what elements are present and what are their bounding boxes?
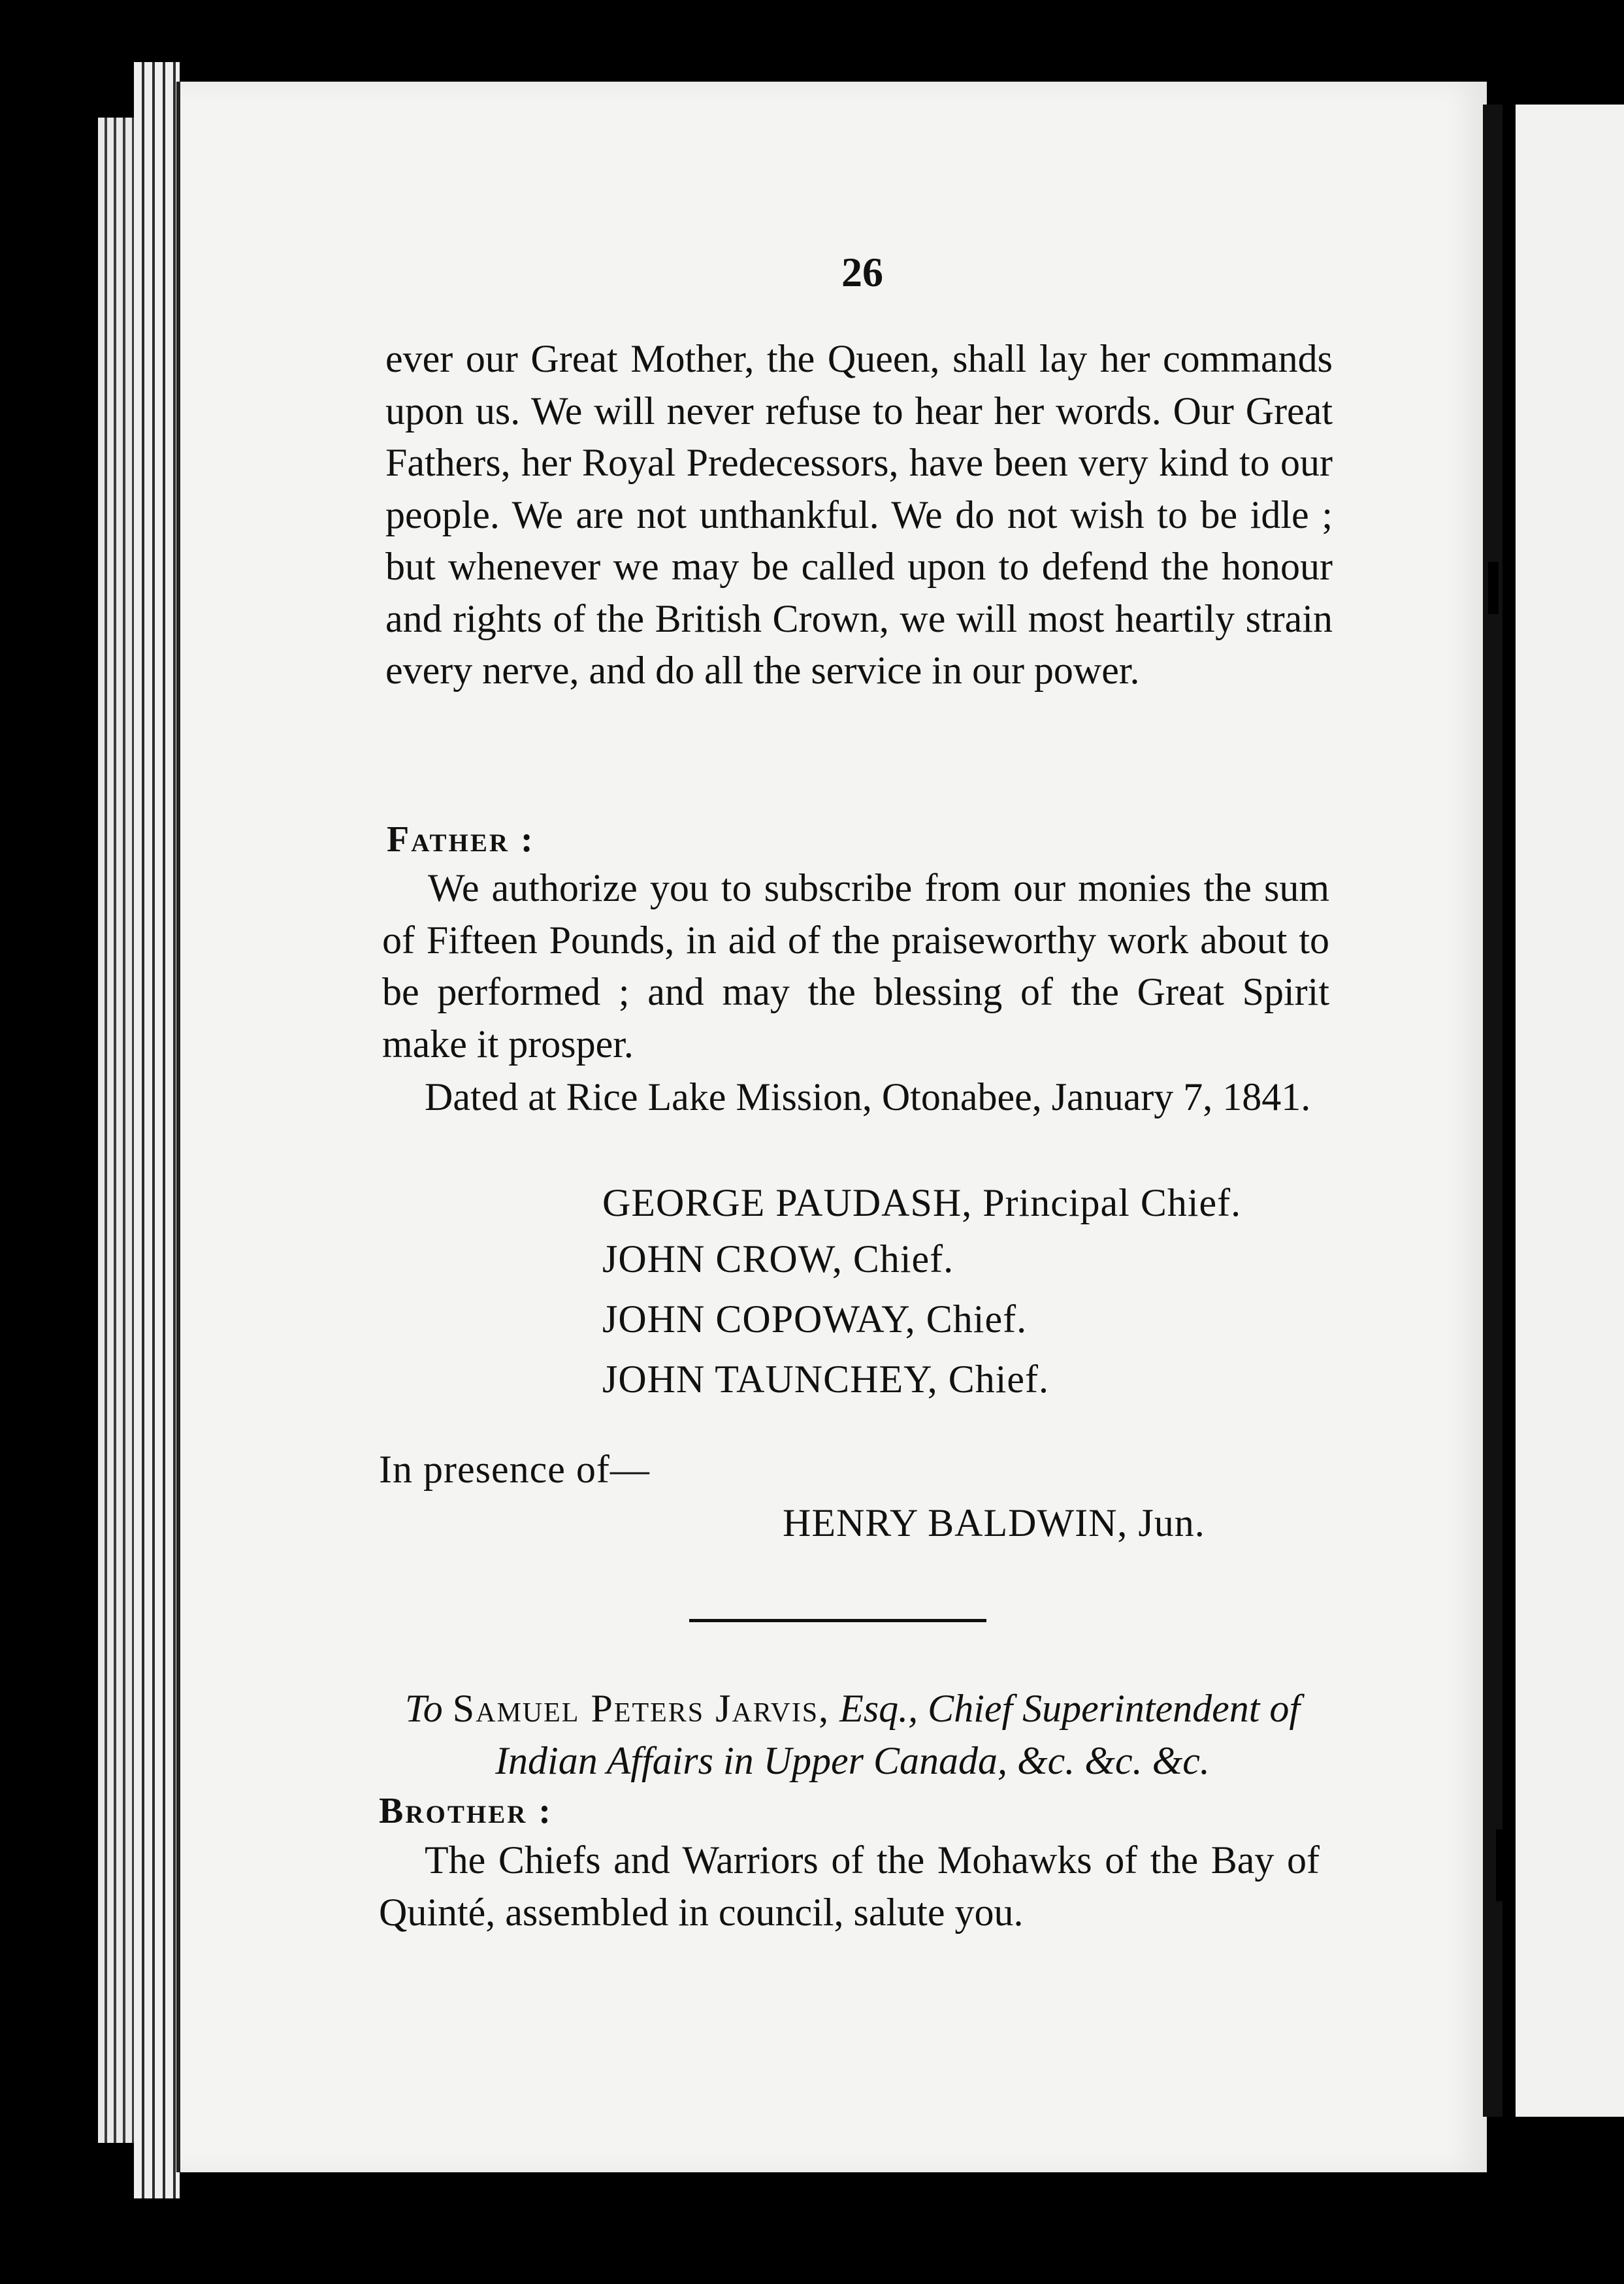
gutter	[1483, 105, 1502, 2117]
facing-page	[1516, 105, 1624, 2117]
edge-mark	[1496, 1829, 1508, 1901]
signatory: JOHN COPOWAY, Chief.	[602, 1297, 1028, 1341]
witness: HENRY BALDWIN, Jun.	[783, 1501, 1205, 1544]
authorize-paragraph: We authorize you to subscribe from our monies the sum of Fifteen Pounds, in aid of the praiseworthy work about to be performed ; and may the blessing of the Great Spirit make it prosper.	[382, 866, 1329, 1066]
signatory: JOHN CROW, Chief.	[602, 1237, 954, 1281]
address-name: Samuel Peters Jarvis,	[452, 1687, 830, 1730]
section-divider	[689, 1619, 986, 1622]
salutation-father: Father :	[387, 819, 535, 860]
page-stack-edges-inner	[134, 62, 180, 2198]
opening-paragraph: ever our Great Mother, the Queen, shall lay her commands upon us. We will never refuse to hear her words. Our Great Fathers, her Royal Predecessors, have been very kind to our people. We are not unthankful. We do not wish to be idle ; but whenever we may be called upon to defend the honour and rights of the British Crown, we will most heartily strain every nerve, and do all the service in our power.	[385, 337, 1333, 692]
address-block	[379, 1682, 1326, 1787]
edge-mark	[1488, 562, 1499, 614]
salutation-brother: Brother :	[379, 1791, 553, 1831]
signatory: GEORGE PAUDASH, Principal Chief.	[602, 1181, 1242, 1224]
dated-line: Dated at Rice Lake Mission, Otonabee, January 7, 1841.	[425, 1075, 1311, 1118]
presence-label: In presence of—	[379, 1448, 650, 1491]
address-title: Esq., Chief Superintendent of Indian Affairs in Upper Canada, &c. &c. &c.	[495, 1687, 1301, 1782]
page-number: 26	[841, 249, 883, 295]
closing-paragraph: The Chiefs and Warriors of the Mohawks of the Bay of Quinté, assembled in council, salute you.	[379, 1838, 1320, 1934]
signatory: JOHN TAUNCHEY, Chief.	[602, 1358, 1049, 1401]
address-to: To	[404, 1687, 443, 1730]
